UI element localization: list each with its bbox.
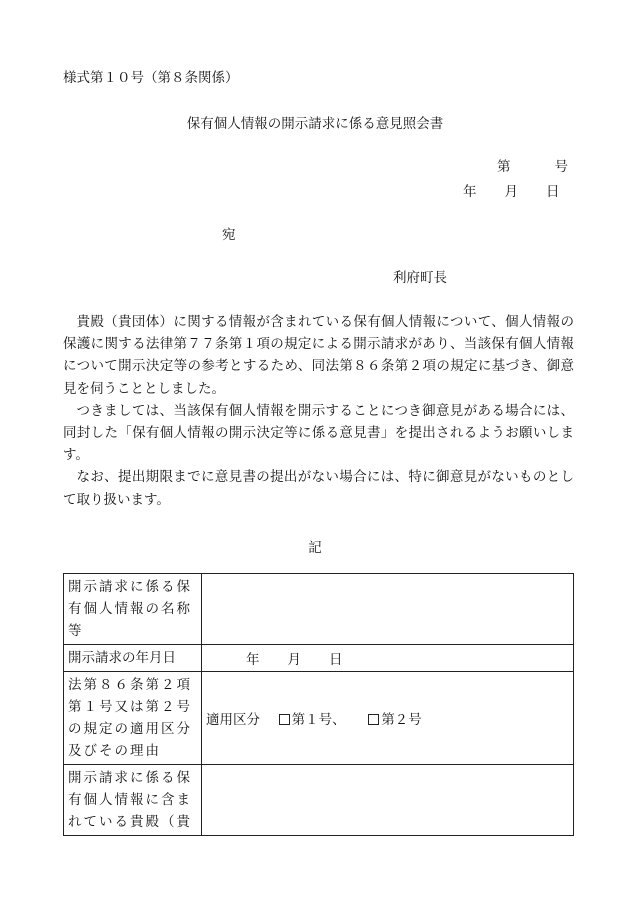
request-day: 日: [329, 652, 343, 668]
row-label-request-date: 開示請求の年月日: [64, 645, 202, 672]
request-year: 年: [246, 652, 260, 668]
row-value-request-date: [202, 645, 574, 672]
paragraph: なお、提出期限までに意見書の提出がない場合には、特に御意見がないものとして取り扱います。: [63, 469, 574, 508]
row-label-info-name: 開示請求に係る保有個人情報の名称等: [64, 574, 202, 645]
table-row: [64, 672, 574, 765]
row-value-contained-info: [202, 765, 574, 836]
sender: 利府町長: [393, 270, 447, 286]
document-number: [497, 155, 568, 175]
table-row: [64, 765, 574, 836]
table-row: [64, 574, 574, 645]
doc-number-go: 号: [554, 159, 568, 175]
details-table: [63, 573, 574, 836]
paragraph: 貴殿（貴団体）に関する情報が含まれている保有個人情報について、個人情報の保護に関する法律第７７条第１項の規定による開示請求があり、当該保有個人情報について開示決定等の参考とするため、同法第８６条第２項の規定に基づき、御意見を伺うこととしました。: [63, 314, 574, 397]
paragraph: つきましては、当該保有個人情報を開示することにつき御意見がある場合には、同封した「保有個人情報の開示決定等に係る意見書」を提出されるようお願いします。: [63, 402, 574, 464]
checkbox-icon[interactable]: [279, 714, 290, 725]
document-title: 保有個人情報の開示請求に係る意見照会書: [186, 116, 444, 132]
table-row: [64, 645, 574, 672]
row-label-category: 法第８６条第２項第１号又は第２号の規定の適用区分及びその理由: [64, 672, 202, 765]
date-month: 月: [504, 184, 518, 200]
doc-number-dai: 第: [497, 159, 511, 175]
category-option-1: 第１号、: [291, 712, 346, 728]
category-option-2: 第２号: [381, 712, 422, 728]
ki-heading: 記: [308, 540, 322, 556]
category-prefix: 適用区分: [206, 712, 260, 728]
date-year: 年: [463, 184, 477, 200]
row-value-info-name: [202, 574, 574, 645]
checkbox-icon[interactable]: [368, 714, 379, 725]
addressee: 宛: [222, 227, 236, 243]
row-label-contained-info: 開示請求に係る保有個人情報に含まれている貴殿（貴: [64, 765, 202, 836]
body-text: [63, 311, 574, 511]
request-month: 月: [287, 652, 301, 668]
date-day: 日: [546, 184, 560, 200]
document-date: [463, 180, 560, 200]
form-number: 様式第１０号（第８条関係）: [63, 70, 239, 86]
row-value-category: [202, 672, 574, 765]
